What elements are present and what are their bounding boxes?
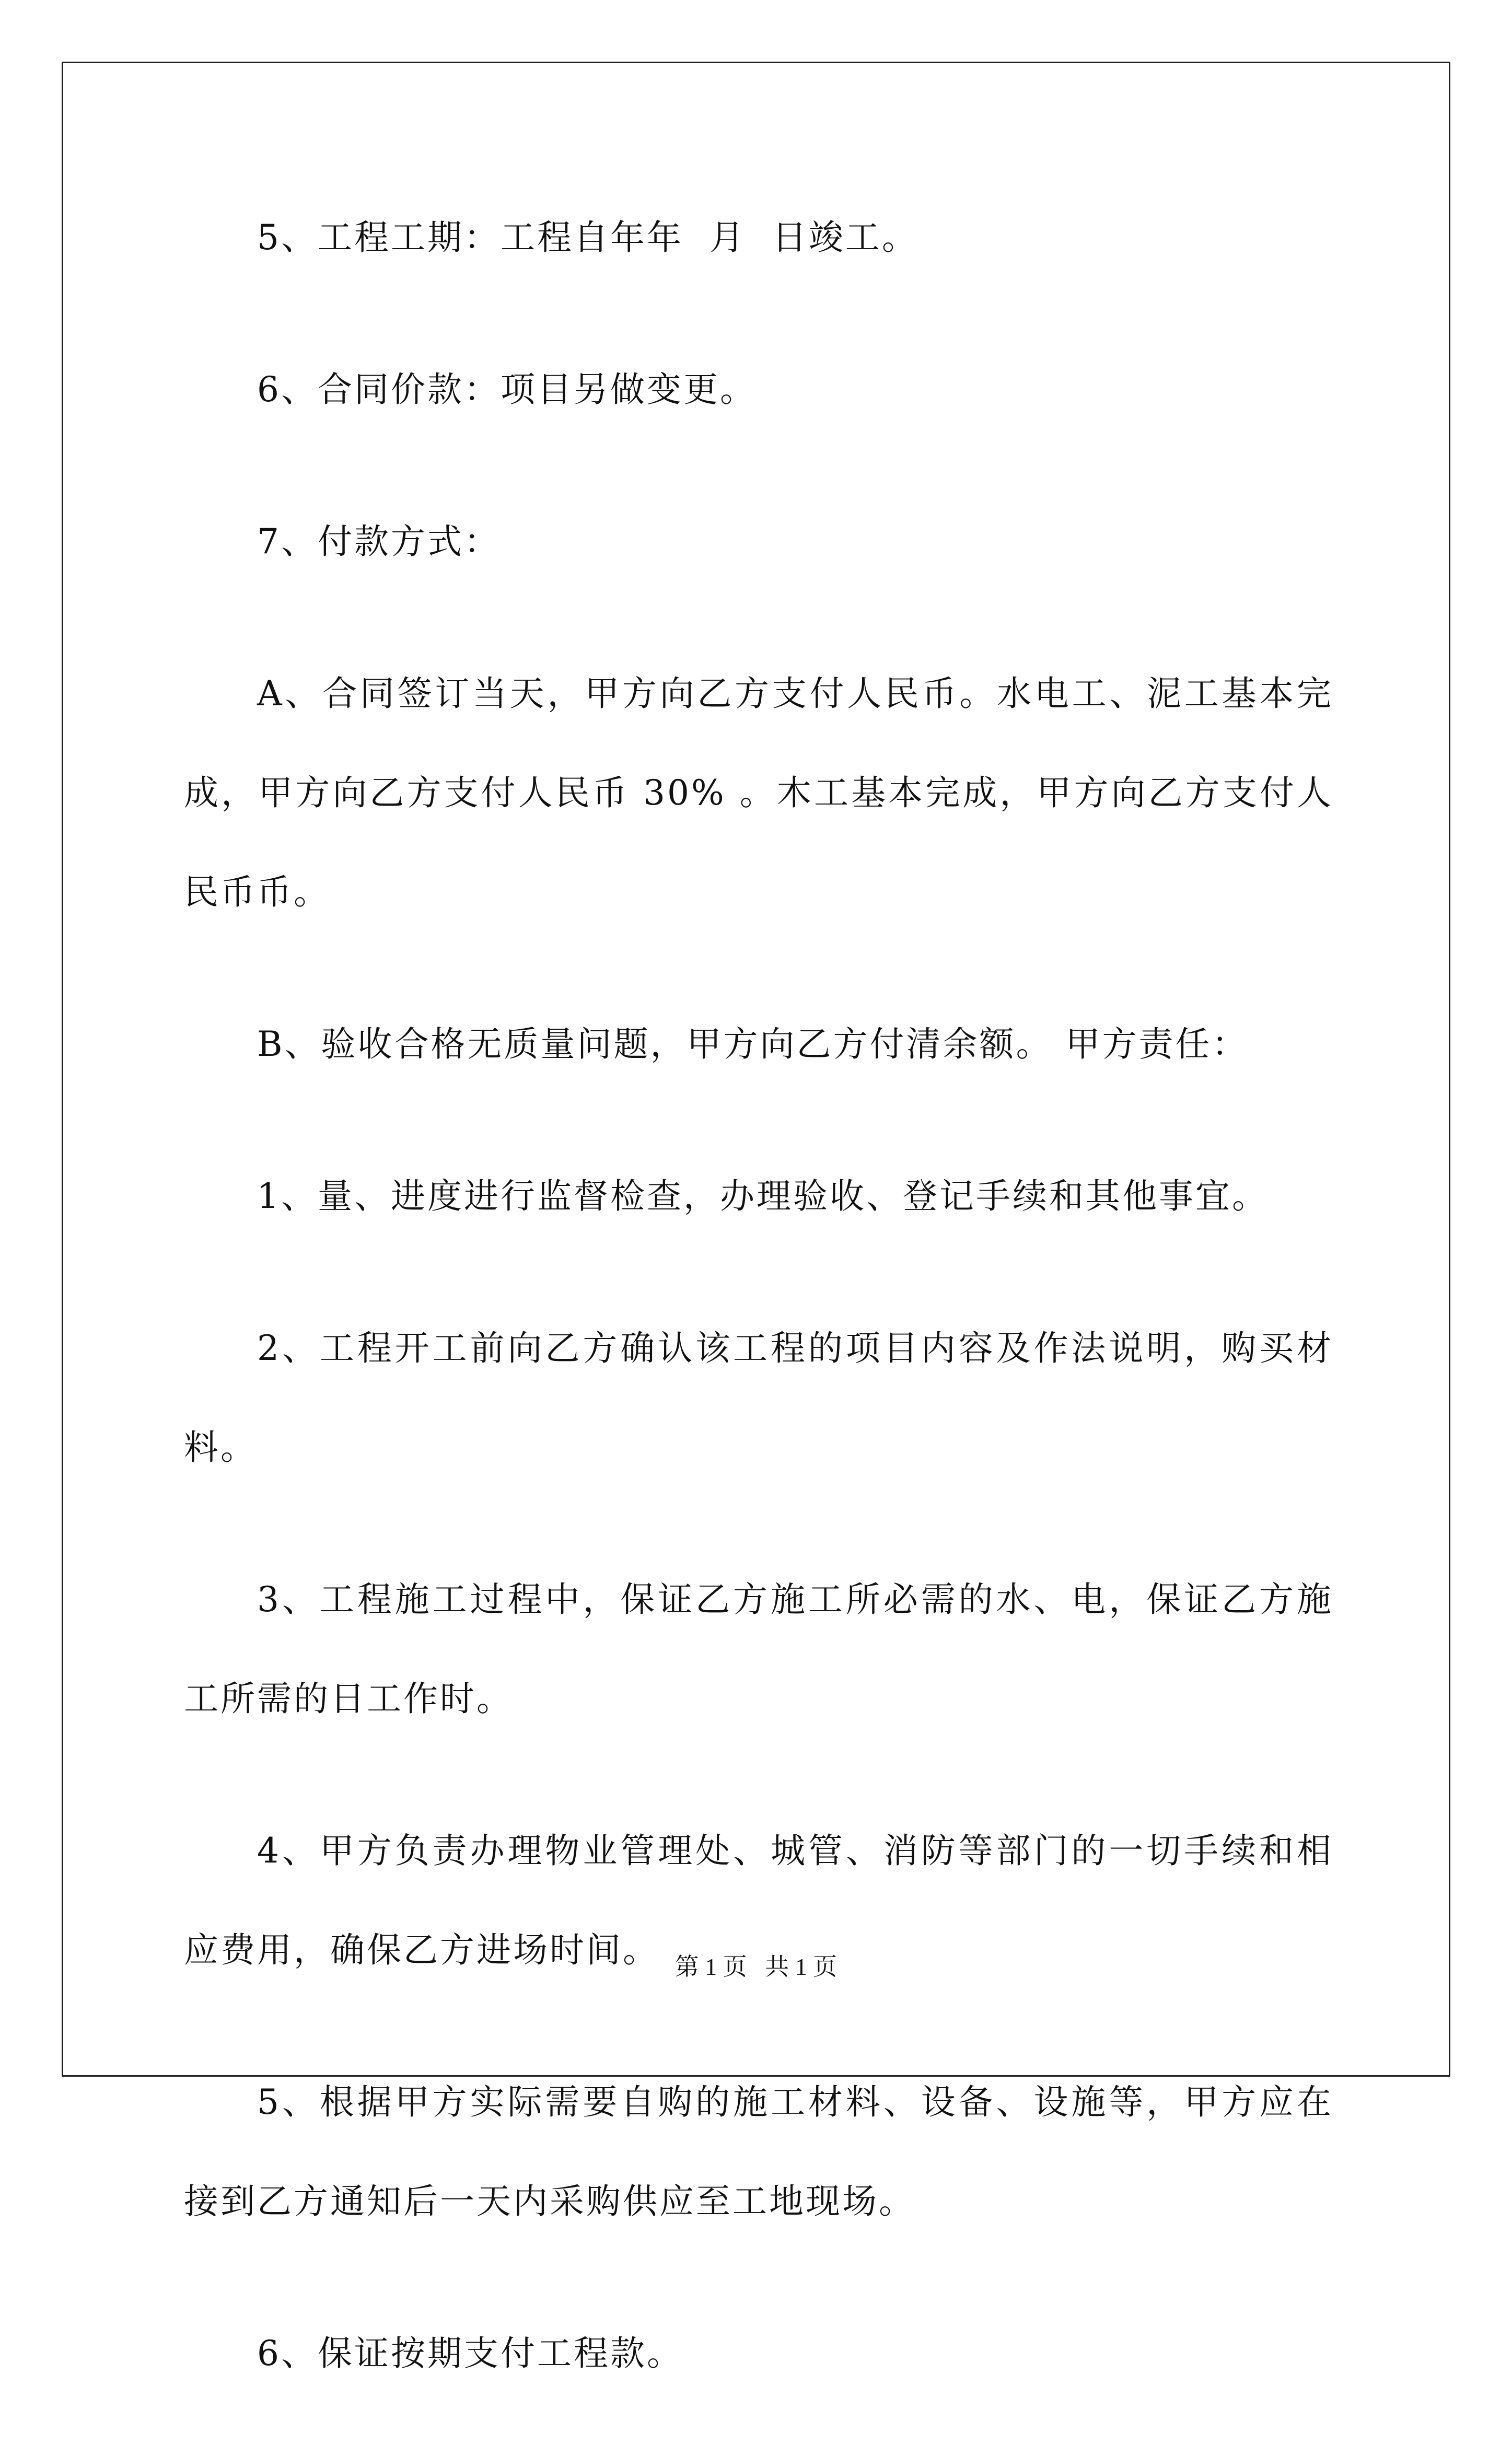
page-footer: 第 1 页 共 1 页 xyxy=(674,1953,838,1980)
paragraph-party-a-duty-3: 3、工程施工过程中，保证乙方施工所必需的水、电，保证乙方施工所需的日工作时。 xyxy=(184,1579,1333,1719)
paragraph-construction-period: 5、工程工期：工程自年年 月 日竣工。 xyxy=(257,217,918,258)
paragraph-party-a-duty-6: 6、保证按期支付工程款。 xyxy=(257,2333,683,2373)
paragraph-party-a-duty-2: 2、工程开工前向乙方确认该工程的项目内容及作法说明，购买材料。 xyxy=(184,1328,1333,1468)
paragraph-payment-b: B、验收合格无质量问题，甲方向乙方付清余额。 甲方责任： xyxy=(257,1024,1249,1064)
paragraph-payment-a: A、合同签订当天，甲方向乙方支付人民币。水电工、泥工基本完成，甲方向乙方支付人民币 30% 。木工基本完成，甲方向乙方支付人民币币。 xyxy=(184,673,1333,912)
paragraph-party-a-duty-1: 1、量、进度进行监督检查，办理验收、登记手续和其他事宜。 xyxy=(257,1176,1269,1216)
document-body xyxy=(184,188,1333,2456)
paragraph-contract-price: 6、合同价款：项目另做变更。 xyxy=(257,369,757,410)
paragraph-payment-method: 7、付款方式： xyxy=(257,521,501,562)
paragraph-party-a-duty-4: 4、甲方负责办理物业管理处、城管、消防等部门的一切手续和相应费用，确保乙方进场时间。 xyxy=(184,1831,1333,1970)
paragraph-party-a-duty-5: 5、根据甲方实际需要自购的施工材料、设备、设施等，甲方应在接到乙方通知后一天内采购供应至工地现场。 xyxy=(184,2082,1333,2221)
